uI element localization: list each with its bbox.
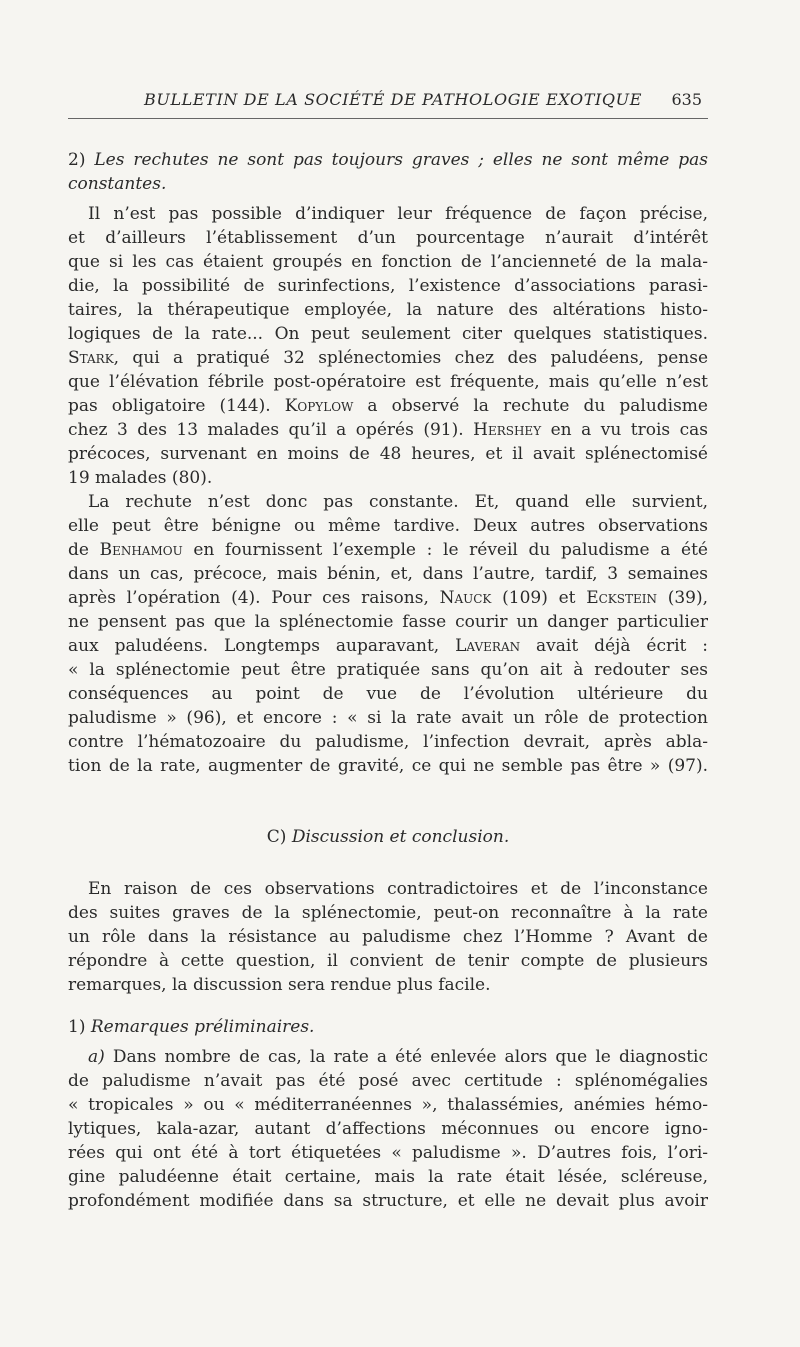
para-line: contre l’hématozoaire du paludisme, l’infection devrait, après abla- [68, 732, 708, 752]
author-name: Benhamou [99, 540, 183, 560]
heading-2-line1 [68, 148, 708, 172]
author-name: Stark [68, 348, 114, 368]
text-span: a observé la rechute du paludisme [353, 396, 708, 416]
section-label: C) [266, 827, 287, 847]
para-line: Il n’est pas possible d’indiquer leur fréquence de façon précise, [88, 204, 708, 224]
para-line: conséquences au point de vue de l’évolution ultérieure du [68, 684, 708, 704]
author-name: Eckstein [586, 588, 657, 608]
text-span: , qui a pratiqué 32 splénectomies chez des paludéens, pense [113, 348, 708, 368]
para-line: die, la possibilité de surinfections, l’existence d’associations parasi- [68, 276, 708, 296]
para-line [68, 1045, 708, 1069]
para-line: tion de la rate, augmenter de gravité, ce qui ne semble pas être » (97). [68, 756, 708, 776]
heading-1-number: 1) [68, 1017, 86, 1037]
text-span: aux paludéens. Longtemps auparavant, [68, 636, 456, 656]
para-line: que l’élévation fébrile post-opératoire est fréquente, mais qu’elle n’est [68, 372, 708, 392]
para-line: des suites graves de la splénectomie, peut-on reconnaître à la rate [68, 903, 708, 923]
text-span: en fournissent l’exemple : le réveil du paludisme a été [182, 540, 708, 560]
heading-1-title: Remarques préliminaires. [90, 1017, 315, 1037]
heading-2-line2: constantes. [68, 174, 167, 194]
heading-2-text: Les rechutes ne sont pas toujours graves ; elles ne sont même pas [94, 150, 708, 170]
para-line: gine paludéenne était certaine, mais la rate était lésée, scléreuse, [68, 1167, 708, 1187]
text-span: après l’opération (4). Pour ces raisons, [68, 588, 440, 608]
section-heading-c [68, 825, 708, 849]
author-name: Nauck [439, 588, 492, 608]
para-line [68, 586, 708, 610]
para-line: paludisme » (96), et encore : « si la rate avait un rôle de protection [68, 708, 708, 728]
text-span: (109) et [491, 588, 587, 608]
para-line: ne pensent pas que la splénectomie fasse courir un danger particulier [68, 612, 708, 632]
para-line [68, 346, 708, 370]
text-span: avait déjà écrit : [520, 636, 709, 656]
para-line: que si les cas étaient groupés en fonction de l’ancienneté de la mala- [68, 252, 708, 272]
para-line: taires, la thérapeutique employée, la nature des altérations histo- [68, 300, 708, 320]
para-line: « la splénectomie peut être pratiquée sans qu’on ait à redouter ses [68, 660, 708, 680]
para-line [68, 634, 708, 658]
author-name: Hershey [473, 420, 542, 440]
page-header [68, 90, 708, 120]
para-line: En raison de ces observations contradictoires et de l’inconstance [88, 879, 708, 899]
para-line: un rôle dans la résistance au paludisme chez l’Homme ? Avant de [68, 927, 708, 947]
para-line [68, 538, 708, 562]
item-letter: a) [88, 1047, 105, 1067]
text-span: de [68, 540, 100, 560]
para-line [68, 418, 708, 442]
header-rule [68, 118, 708, 119]
para-line: dans un cas, précoce, mais bénin, et, dans l’autre, tardif, 3 semaines [68, 564, 708, 584]
para-line: « tropicales » ou « méditerranéennes », thalassémies, anémies hémo- [68, 1095, 708, 1115]
para-line: précoces, survenant en moins de 48 heures, et il avait splénectomisé [68, 444, 708, 464]
para-line: La rechute n’est donc pas constante. Et, quand elle survient, [88, 492, 708, 512]
running-title: BULLETIN DE LA SOCIÉTÉ DE PATHOLOGIE EXOTIQUE [144, 90, 642, 109]
para-line: remarques, la discussion sera rendue plus facile. [68, 975, 491, 995]
text-span: Dans nombre de cas, la rate a été enlevée alors que le diagnostic [104, 1047, 708, 1067]
para-line: lytiques, kala-azar, autant d’affections méconnues ou encore igno- [68, 1119, 708, 1139]
page-number: 635 [671, 90, 702, 109]
text-span: pas obligatoire (144). [68, 396, 285, 416]
heading-1 [68, 1015, 708, 1039]
para-line: 19 malades (80). [68, 468, 213, 488]
para-line: elle peut être bénigne ou même tardive. Deux autres observations [68, 516, 708, 536]
para-line: profondément modifiée dans sa structure, et elle ne devait plus avoir [68, 1191, 708, 1211]
author-name: Kopylow [284, 396, 354, 416]
para-line: répondre à cette question, il convient de tenir compte de plusieurs [68, 951, 708, 971]
text-span: chez 3 des 13 malades qu’il a opérés (91). [68, 420, 474, 440]
para-line [68, 394, 708, 418]
text-span: (39), [656, 588, 708, 608]
heading-2-number: 2) [68, 150, 86, 170]
para-line: de paludisme n’avait pas été posé avec certitude : splénomégalies [68, 1071, 708, 1091]
section-title: Discussion et conclusion. [291, 827, 510, 847]
para-line: et d’ailleurs l’établissement d’un pourcentage n’aurait d’intérêt [68, 228, 708, 248]
text-span: en a vu trois cas [541, 420, 708, 440]
para-line: logiques de la rate... On peut seulement citer quelques statistiques. [68, 324, 708, 344]
para-line: rées qui ont été à tort étiquetées « paludisme ». D’autres fois, l’ori- [68, 1143, 708, 1163]
author-name: Laveran [455, 636, 521, 656]
